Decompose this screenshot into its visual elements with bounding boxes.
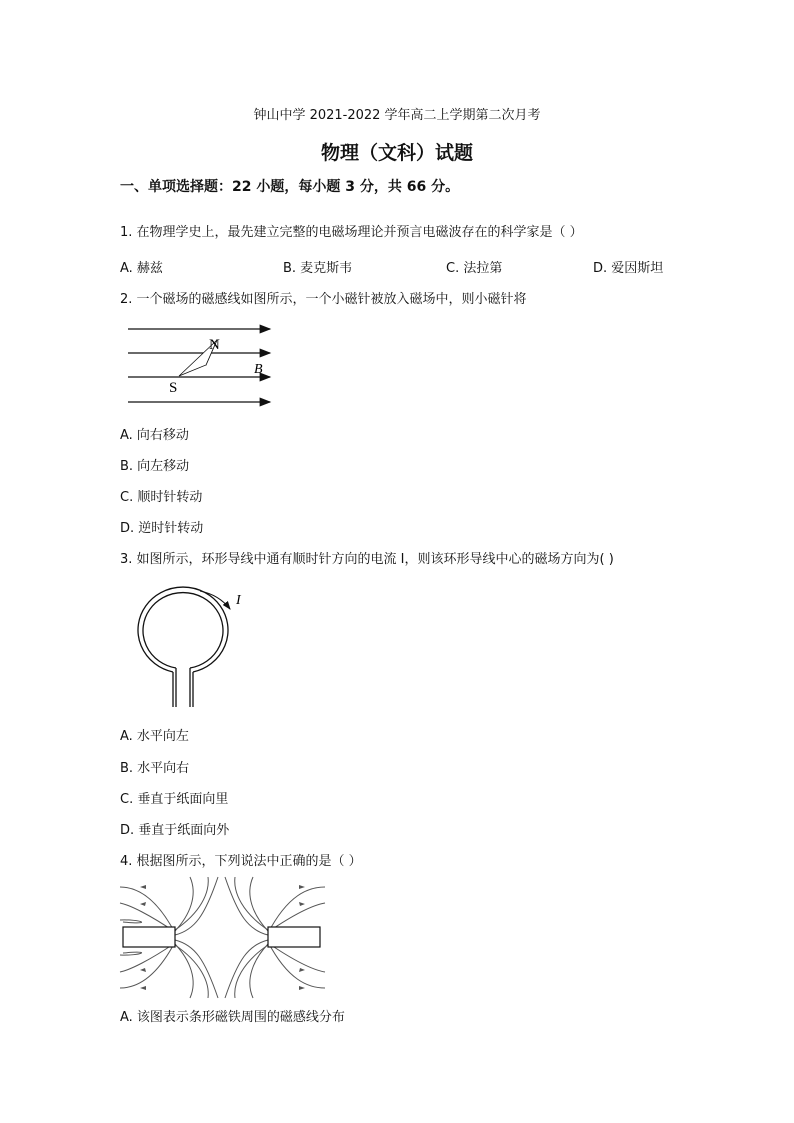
question-1-option-b: B. 麦克斯韦 (283, 261, 353, 276)
question-3-option-d: D. 垂直于纸面向外 (120, 823, 230, 838)
question-2-option-a: A. 向右移动 (120, 428, 189, 443)
question-2-stem: 2. 一个磁场的磁感线如图所示，一个小磁针被放入磁场中，则小磁针将 (120, 292, 527, 307)
bar-magnets-field-figure (120, 875, 325, 1000)
question-2-option-c: C. 顺时针转动 (120, 490, 203, 505)
question-1-option-a: A. 赫兹 (120, 261, 163, 276)
question-4-option-a: A. 该图表示条形磁铁周围的磁感线分布 (120, 1010, 345, 1025)
question-3-stem: 3. 如图所示，环形导线中通有顺时针方向的电流 I，则该环形导线中心的磁场方向为( ) (120, 552, 614, 567)
magnetic-field-figure (120, 318, 280, 413)
question-2-option-d: D. 逆时针转动 (120, 521, 204, 536)
current-i-label: I (236, 593, 241, 608)
left-bar-magnet (123, 927, 175, 947)
question-3-option-a: A. 水平向左 (120, 729, 189, 744)
question-3-option-c: C. 垂直于纸面向里 (120, 792, 229, 807)
needle-north-label: N (209, 337, 220, 353)
exam-title: 物理（文科）试题 (320, 142, 473, 164)
question-1-stem: 1. 在物理学史上，最先建立完整的电磁场理论并预言电磁波存在的科学家是（ ） (120, 225, 583, 240)
question-4-stem: 4. 根据图所示，下列说法中正确的是（ ） (120, 854, 362, 869)
question-1-option-d: D. 爱因斯坦 (593, 261, 664, 276)
exam-subtitle: 钟山中学 2021-2022 学年高二上学期第二次月考 (253, 108, 541, 123)
question-2-option-b: B. 向左移动 (120, 459, 190, 474)
question-1-option-c: C. 法拉第 (446, 261, 503, 276)
question-3-option-b: B. 水平向右 (120, 761, 190, 776)
field-b-label: B (254, 362, 263, 377)
loop-current-figure (130, 585, 255, 710)
right-bar-magnet (268, 927, 320, 947)
needle-south-label: S (169, 380, 178, 396)
section-heading: 一、单项选择题：22 小题，每小题 3 分，共 66 分。 (120, 179, 460, 195)
